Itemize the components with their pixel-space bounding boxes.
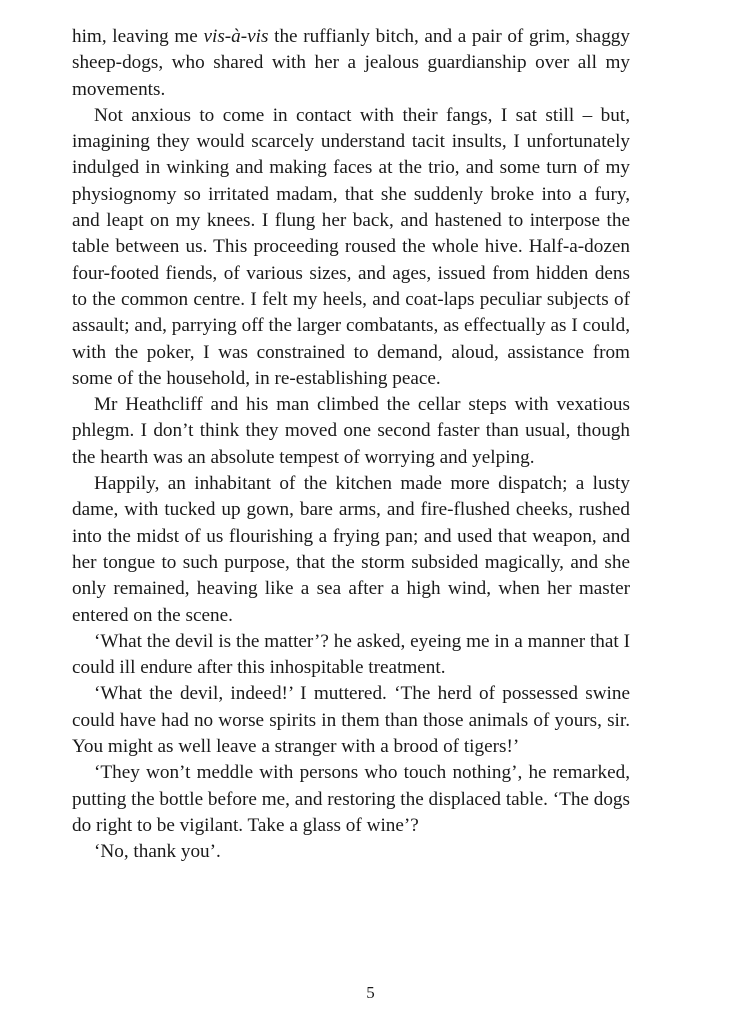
paragraph-text: the ruffianly bitch, and a pair of grim, shaggy sheep-dogs, who shared with her a jealous guardianship over all my movements. xyxy=(72,26,630,100)
paragraph-text: ‘No, thank you’. xyxy=(94,841,221,863)
paragraph xyxy=(72,839,630,865)
paragraph xyxy=(72,760,630,839)
paragraph xyxy=(72,103,630,392)
paragraph-text: ‘They won’t meddle with persons who touch nothing’, he remarked, putting the bottle before me, and restoring the displaced table. ‘The dogs do right to be vigilant. Take a glass of wine’? xyxy=(72,762,630,836)
paragraph-italic-text: vis-à-vis xyxy=(203,26,269,47)
paragraph-text: Not anxious to come in contact with their fangs, I sat still – but, imagining they would scarcely understand tacit insults, I unfortunately indulged in winking and making faces at the trio, and some turn of my physiognomy so irritated madam, that she suddenly broke into a fury, and leapt on my knees. I flung her back, and hastened to interpose the table between us. This proceeding roused the whole hive. Half-a-dozen four-footed fiends, of various sizes, and ages, issued from hidden dens to the common centre. I felt my heels, and coat-laps peculiar subjects of assault; and, parrying off the larger combatants, as effectually as I could, with the poker, I was constrained to demand, aloud, assistance from some of the household, in re-establishing peace. xyxy=(72,104,630,389)
paragraph xyxy=(72,629,630,682)
paragraph-text: ‘What the devil is the matter’? he asked, eyeing me in a manner that I could ill endure after this inhospitable treatment. xyxy=(72,630,630,679)
paragraph-text: Happily, an inhabitant of the kitchen made more dispatch; a lusty dame, with tucked up gown, bare arms, and fire-flushed cheeks, rushed into the midst of us flourishing a frying pan; and used that weapon, and her tongue to such purpose, that the storm subsided magically, and she only remained, heaving like a sea after a high wind, when her master entered on the scene. xyxy=(72,473,630,626)
paragraph xyxy=(72,471,630,629)
page-text-block xyxy=(72,24,630,866)
paragraph xyxy=(72,24,630,103)
page-number: 5 xyxy=(366,983,375,1002)
paragraph xyxy=(72,681,630,760)
paragraph-text: him, leaving me xyxy=(72,26,204,47)
paragraph xyxy=(72,392,630,471)
paragraph-text: ‘What the devil, indeed!’ I muttered. ‘The herd of possessed swine could have had no worse spirits in them than those animals of yours, sir. You might as well leave a stranger with a brood of tigers!’ xyxy=(72,683,630,758)
paragraph-text: Mr Heathcliff and his man climbed the cellar steps with vexatious phlegm. I don’t think they moved one second faster than usual, though the hearth was an absolute tempest of worrying and yelping. xyxy=(72,394,630,468)
